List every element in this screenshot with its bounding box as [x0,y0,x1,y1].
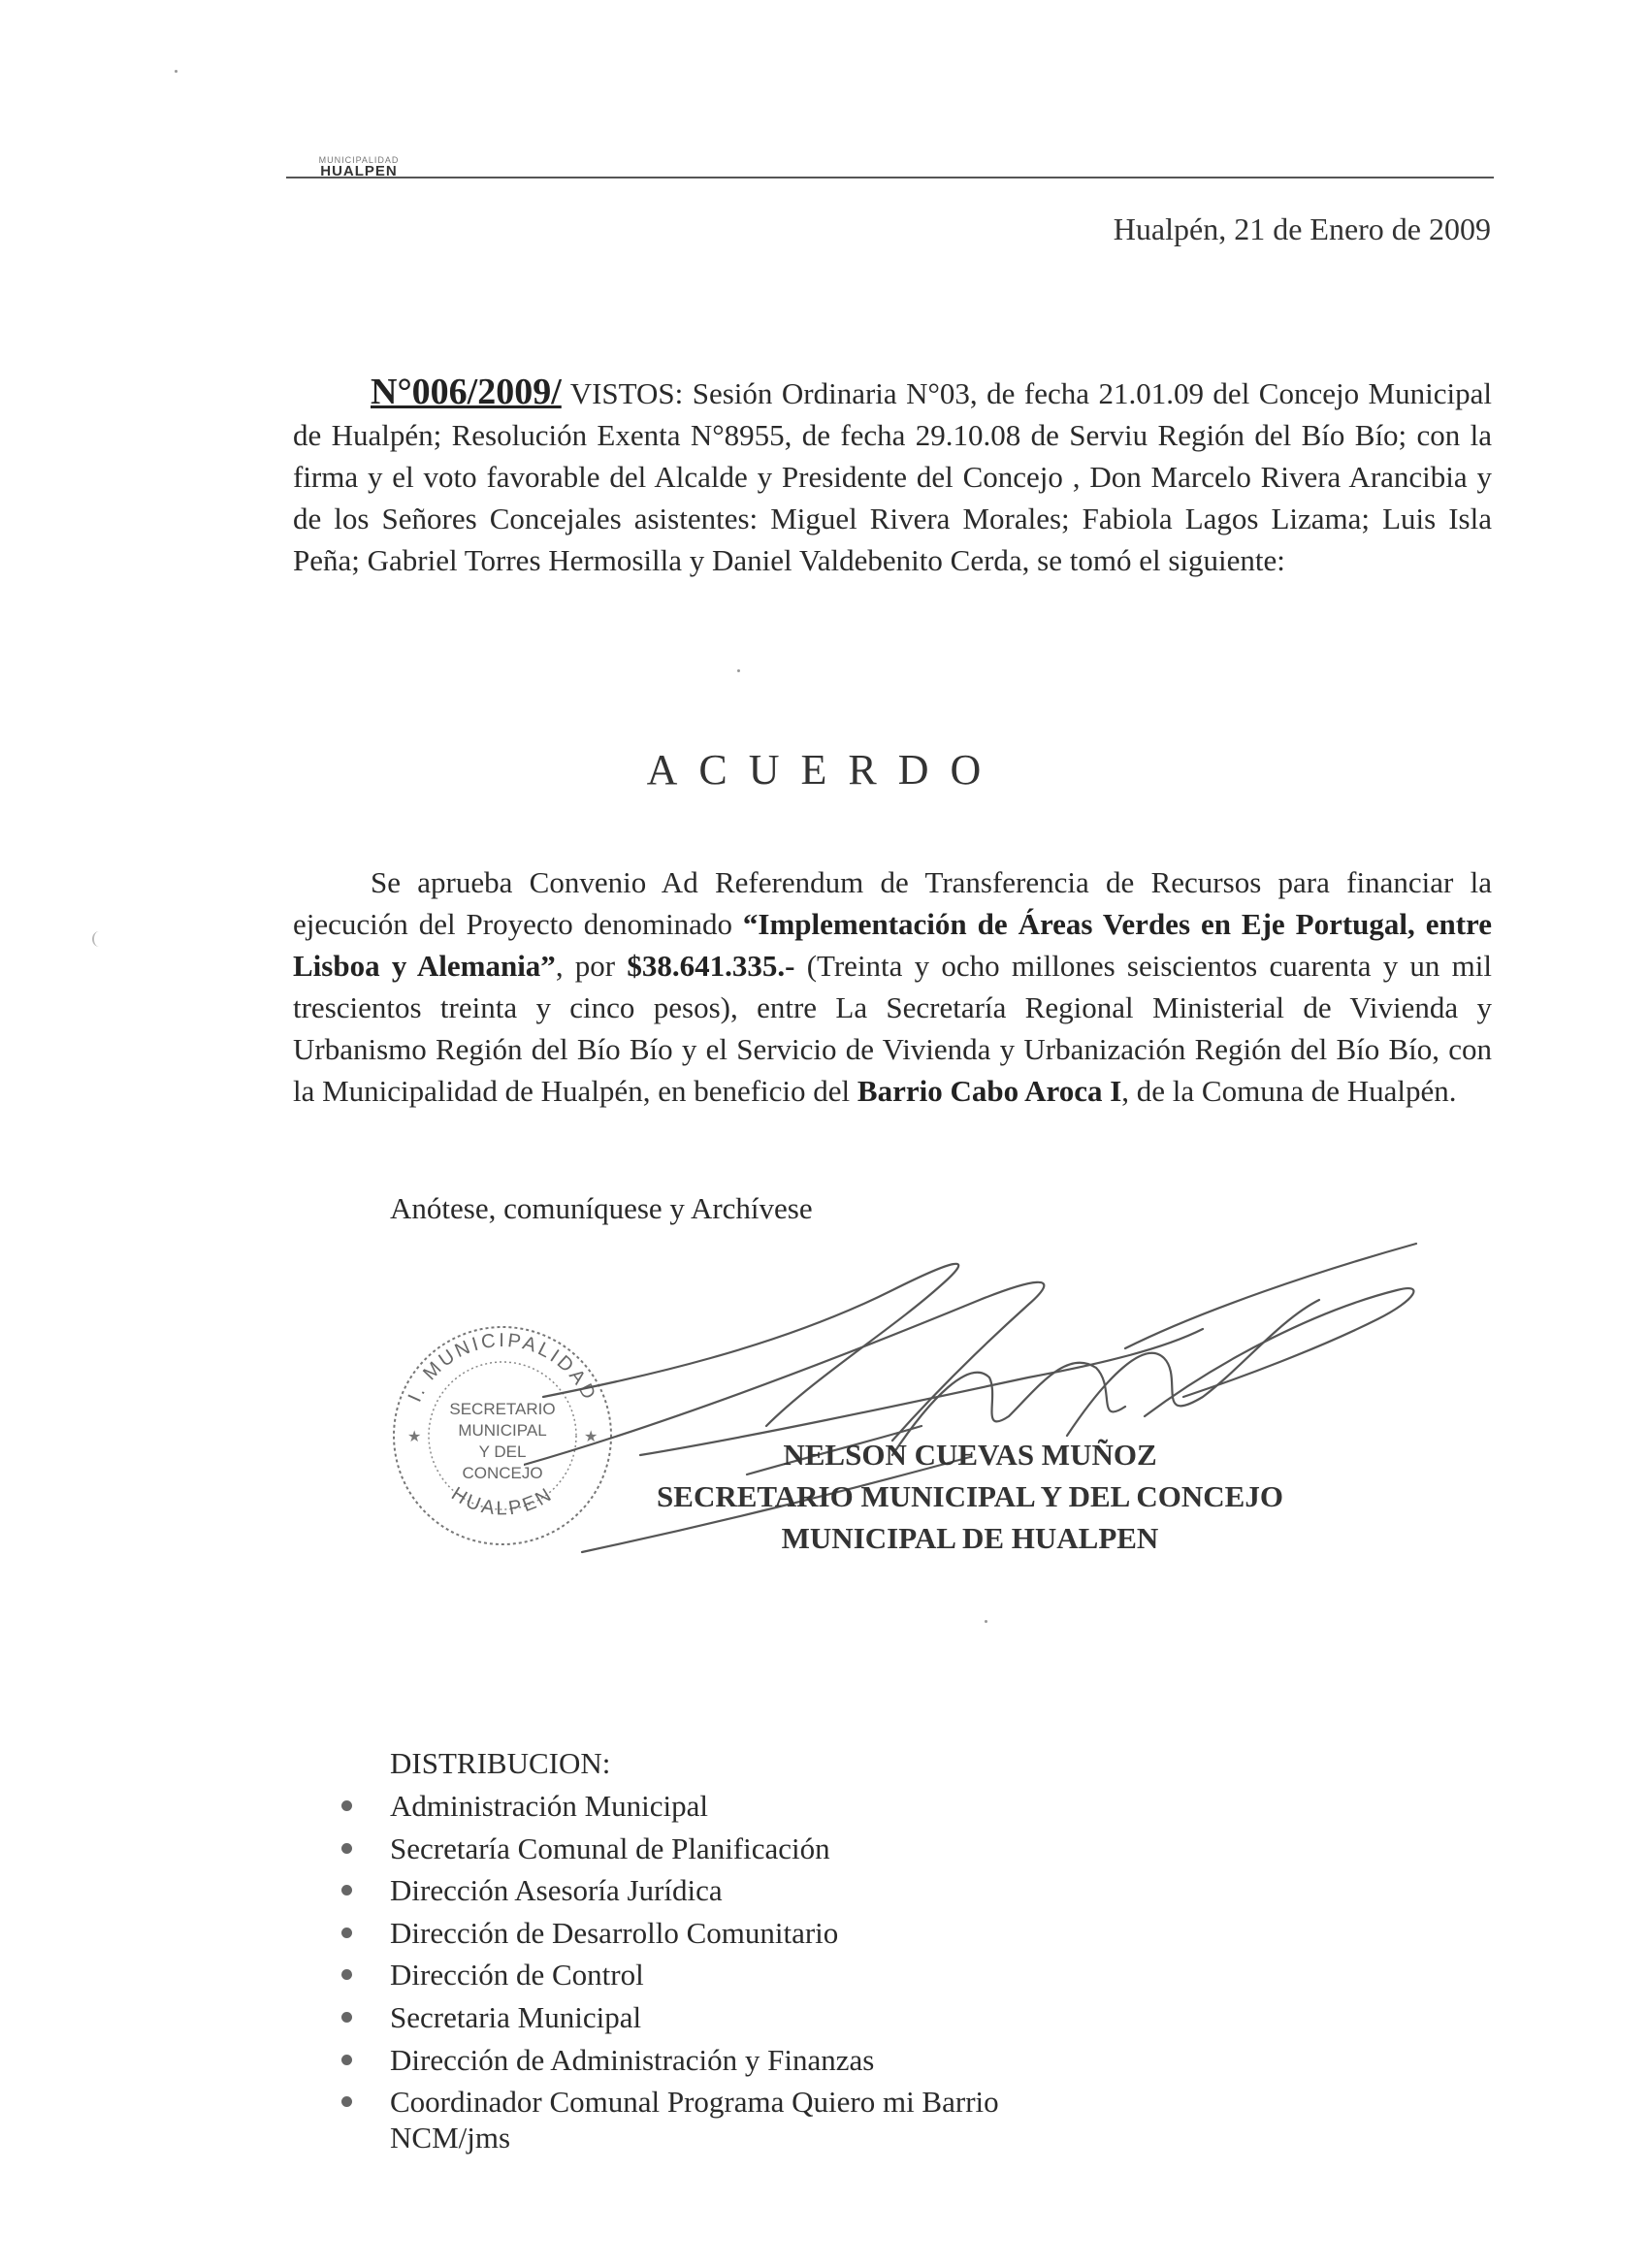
signatory-title-2: MUNICIPAL DE HUALPEN [781,1521,1159,1555]
scan-speck [175,70,178,73]
list-item [341,1996,999,2039]
project-name: “Implementación de Áreas Verdes en Eje Portugal, entre Lisboa y Alemania” [293,907,1492,983]
initials: NCM/jms [390,2121,511,2155]
scan-speck [985,1620,987,1623]
list-item-text: Secretaría Comunal de Planificación [390,1831,830,1865]
bullet-icon [341,2096,352,2107]
bullet-icon [341,2012,352,2023]
bullet-icon [341,1843,352,1854]
letterhead [286,155,432,178]
seal-star-icon: ★ [584,1429,598,1445]
header-rule [286,177,1494,178]
agreement-text-3: (Treinta y ocho millones seiscientos cuarenta y un mil trescientos treinta y cinco pesos), entre La Secretaría Regional Ministerial de Vivienda y Urbanismo Región del Bío Bío y el Servicio de Vivienda y Urbanización Región del Bío Bío, con la Municipalidad de Hualpén, en beneficio del [293,949,1493,1108]
bullet-icon [341,1885,352,1895]
seal-star-icon: ★ [407,1429,422,1445]
list-item [341,2081,999,2123]
seal-line-4: CONCEJO [462,1464,543,1482]
seal-ring-bottom: HUALPEN [447,1482,558,1520]
list-item-text: Coordinador Comunal Programa Quiero mi Barrio [390,2085,999,2120]
bullet-icon [341,1800,352,1811]
bullet-icon [341,2055,352,2065]
scan-mark [92,931,106,947]
list-item-text: Secretaria Municipal [390,1999,642,2034]
letterhead-name: HUALPEN [320,163,398,179]
agreement-text-4: , de la Comuna de Hualpén. [1121,1074,1457,1108]
distribution-list [341,1785,999,2123]
resolution-number: N°006/2009/ [371,372,562,412]
scan-speck [737,669,740,672]
barrio-name: Barrio Cabo Aroca I [857,1074,1122,1108]
list-item [341,2039,999,2082]
closing-line: Anótese, comuníquese y Archívese [390,1191,813,1225]
bullet-icon [341,1928,352,1938]
acuerdo-title: ACUERDO [646,746,1003,794]
signatory-block [630,1434,1310,1559]
agreement-text-1: Se aprueba Convenio Ad Referendum de Transferencia de Recursos para financiar la ejecución del Proyecto denominado [293,865,1492,941]
seal-line-2: MUNICIPAL [458,1421,547,1440]
list-item-text: Administración Municipal [390,1789,709,1823]
seal-line-1: SECRETARIO [449,1400,556,1418]
distribution-title: DISTRIBUCION: [390,1746,611,1780]
list-item [341,1869,999,1912]
agreement-text-2: , por [555,949,628,983]
seal-ring-top: I. MUNICIPALIDAD [404,1329,601,1406]
date-line: Hualpén, 21 de Enero de 2009 [1113,211,1491,246]
signatory-name: NELSON CUEVAS MUÑOZ [783,1438,1157,1472]
agreement-paragraph [293,861,1492,1112]
list-item [341,1954,999,1996]
list-item [341,1785,999,1828]
vistos-text: VISTOS: Sesión Ordinaria N°03, de fecha 21.01.09 del Concejo Municipal de Hualpén; Resolución Exenta N°8955, de fecha 29.10.08 de Serviu Región del Bío Bío; con la firma y el voto favorable del Alcalde y Presidente del Concejo , Don Marcelo Rivera Arancibia y de los Señores Concejales asistentes: Miguel Rivera Morales; Fabiola Lagos Lizama; Luis Isla Peña; Gabriel Torres Hermosilla y Daniel Valdebenito Cerda, se tomó el siguiente: [293,376,1492,577]
amount: $38.641.335.- [627,949,795,983]
vistos-paragraph [293,372,1492,581]
list-item [341,1828,999,1870]
signatory-title-1: SECRETARIO MUNICIPAL Y DEL CONCEJO [657,1479,1283,1513]
letterhead-small-text: MUNICIPALIDAD [318,155,400,165]
list-item-text: Dirección de Desarrollo Comunitario [390,1915,839,1950]
list-item-text: Dirección de Control [390,1958,644,1993]
seal-line-3: Y DEL [478,1442,527,1461]
bullet-icon [341,1969,352,1980]
list-item-text: Dirección de Administración y Finanzas [390,2042,875,2077]
list-item [341,1912,999,1955]
list-item-text: Dirección Asesoría Jurídica [390,1873,723,1908]
